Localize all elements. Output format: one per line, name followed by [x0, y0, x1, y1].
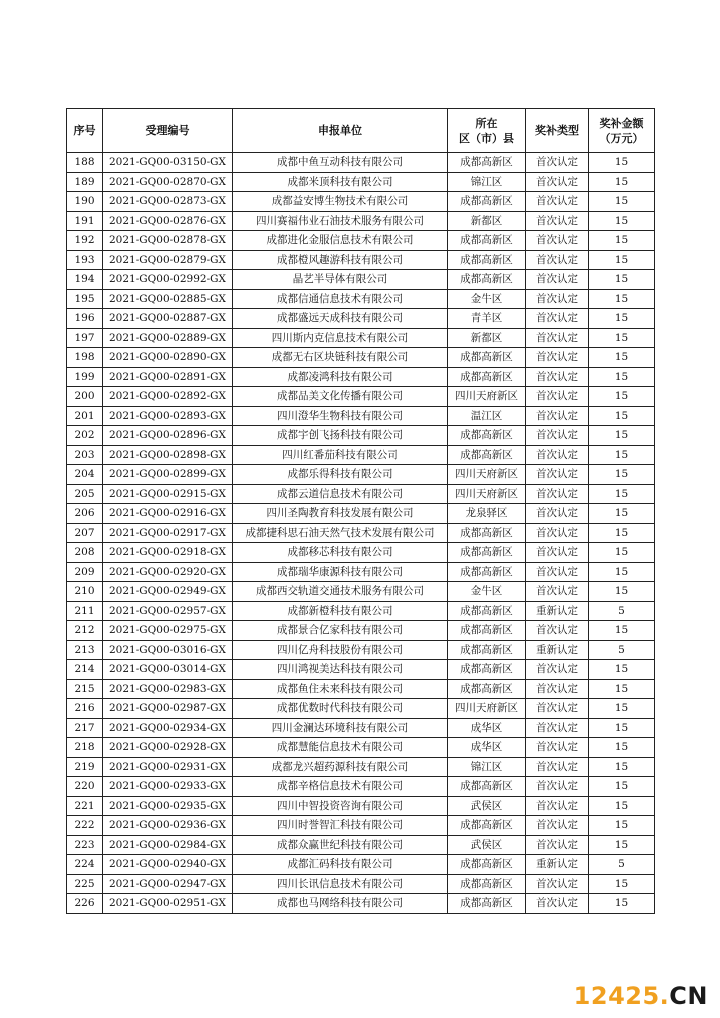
cell-code: 2021-GQ00-02928-GX — [103, 738, 233, 758]
table-row — [67, 328, 655, 348]
cell-county: 四川天府新区 — [448, 699, 526, 719]
cell-type: 首次认定 — [526, 777, 589, 797]
cell-county: 成都高新区 — [448, 816, 526, 836]
table-row — [67, 309, 655, 329]
header-type: 奖补类型 — [526, 109, 589, 153]
table-row — [67, 816, 655, 836]
cell-county: 四川天府新区 — [448, 387, 526, 407]
cell-type: 首次认定 — [526, 211, 589, 231]
cell-unit: 成都优数时代科技有限公司 — [233, 699, 448, 719]
cell-county: 成都高新区 — [448, 348, 526, 368]
cell-county: 成都高新区 — [448, 153, 526, 173]
cell-county: 成都高新区 — [448, 543, 526, 563]
cell-unit: 成都益安博生物技术有限公司 — [233, 192, 448, 212]
table-row — [67, 543, 655, 563]
table-row — [67, 894, 655, 914]
cell-unit: 成都众赢世纪科技有限公司 — [233, 835, 448, 855]
cell-amount: 15 — [589, 426, 655, 446]
cell-code: 2021-GQ00-02933-GX — [103, 777, 233, 797]
cell-code: 2021-GQ00-02891-GX — [103, 367, 233, 387]
cell-unit: 成都西交轨道交通技术服务有限公司 — [233, 582, 448, 602]
cell-unit: 成都信通信息技术有限公司 — [233, 289, 448, 309]
cell-county: 锦江区 — [448, 757, 526, 777]
cell-type: 首次认定 — [526, 504, 589, 524]
cell-code: 2021-GQ00-02936-GX — [103, 816, 233, 836]
cell-unit: 四川红番茄科技有限公司 — [233, 445, 448, 465]
table-row — [67, 874, 655, 894]
cell-unit: 成都中鱼互动科技有限公司 — [233, 153, 448, 173]
cell-amount: 15 — [589, 738, 655, 758]
cell-county: 成都高新区 — [448, 250, 526, 270]
cell-seq: 219 — [67, 757, 103, 777]
cell-type: 重新认定 — [526, 855, 589, 875]
cell-seq: 198 — [67, 348, 103, 368]
cell-code: 2021-GQ00-02984-GX — [103, 835, 233, 855]
cell-seq: 217 — [67, 718, 103, 738]
cell-unit: 成都凌鸿科技有限公司 — [233, 367, 448, 387]
cell-type: 重新认定 — [526, 601, 589, 621]
cell-seq: 201 — [67, 406, 103, 426]
cell-code: 2021-GQ00-02940-GX — [103, 855, 233, 875]
cell-code: 2021-GQ00-02987-GX — [103, 699, 233, 719]
cell-type: 首次认定 — [526, 465, 589, 485]
cell-type: 首次认定 — [526, 660, 589, 680]
table-row — [67, 153, 655, 173]
table-row — [67, 718, 655, 738]
cell-unit: 成都瑞华康源科技有限公司 — [233, 562, 448, 582]
table-row — [67, 679, 655, 699]
cell-type: 首次认定 — [526, 816, 589, 836]
cell-code: 2021-GQ00-02992-GX — [103, 270, 233, 290]
cell-amount: 15 — [589, 250, 655, 270]
cell-code: 2021-GQ00-02876-GX — [103, 211, 233, 231]
cell-seq: 226 — [67, 894, 103, 914]
cell-seq: 202 — [67, 426, 103, 446]
table-row — [67, 582, 655, 602]
cell-code: 2021-GQ00-02951-GX — [103, 894, 233, 914]
cell-type: 重新认定 — [526, 640, 589, 660]
cell-amount: 15 — [589, 699, 655, 719]
cell-seq: 190 — [67, 192, 103, 212]
cell-county: 四川天府新区 — [448, 484, 526, 504]
cell-seq: 189 — [67, 172, 103, 192]
cell-county: 成都高新区 — [448, 621, 526, 641]
cell-seq: 221 — [67, 796, 103, 816]
cell-county: 新都区 — [448, 328, 526, 348]
cell-amount: 15 — [589, 328, 655, 348]
cell-type: 首次认定 — [526, 309, 589, 329]
cell-type: 首次认定 — [526, 387, 589, 407]
cell-amount: 15 — [589, 231, 655, 251]
cell-type: 首次认定 — [526, 738, 589, 758]
cell-type: 首次认定 — [526, 192, 589, 212]
cell-type: 首次认定 — [526, 445, 589, 465]
cell-code: 2021-GQ00-02957-GX — [103, 601, 233, 621]
cell-county: 成都高新区 — [448, 523, 526, 543]
cell-unit: 四川亿舟科技股份有限公司 — [233, 640, 448, 660]
cell-amount: 15 — [589, 894, 655, 914]
cell-amount: 15 — [589, 172, 655, 192]
cell-seq: 206 — [67, 504, 103, 524]
cell-unit: 成都无右区块链科技有限公司 — [233, 348, 448, 368]
cell-county: 武侯区 — [448, 835, 526, 855]
cell-type: 首次认定 — [526, 835, 589, 855]
cell-unit: 成都橙风趣游科技有限公司 — [233, 250, 448, 270]
cell-code: 2021-GQ00-02893-GX — [103, 406, 233, 426]
cell-type: 首次认定 — [526, 874, 589, 894]
cell-type: 首次认定 — [526, 621, 589, 641]
cell-code: 2021-GQ00-02892-GX — [103, 387, 233, 407]
cell-county: 青羊区 — [448, 309, 526, 329]
cell-seq: 197 — [67, 328, 103, 348]
cell-unit: 四川斯内克信息技术有限公司 — [233, 328, 448, 348]
cell-seq: 211 — [67, 601, 103, 621]
cell-unit: 成都新橙科技有限公司 — [233, 601, 448, 621]
table-row — [67, 192, 655, 212]
watermark-dot: . — [659, 982, 670, 1010]
cell-type: 首次认定 — [526, 699, 589, 719]
table-row — [67, 855, 655, 875]
cell-amount: 15 — [589, 192, 655, 212]
cell-seq: 213 — [67, 640, 103, 660]
cell-code: 2021-GQ00-02983-GX — [103, 679, 233, 699]
cell-county: 武侯区 — [448, 796, 526, 816]
cell-code: 2021-GQ00-02915-GX — [103, 484, 233, 504]
cell-county: 成都高新区 — [448, 426, 526, 446]
cell-unit: 成都品美文化传播有限公司 — [233, 387, 448, 407]
cell-code: 2021-GQ00-02918-GX — [103, 543, 233, 563]
table-row — [67, 601, 655, 621]
cell-type: 首次认定 — [526, 348, 589, 368]
cell-code: 2021-GQ00-02934-GX — [103, 718, 233, 738]
cell-seq: 223 — [67, 835, 103, 855]
cell-code: 2021-GQ00-02870-GX — [103, 172, 233, 192]
table-row — [67, 738, 655, 758]
table-header — [67, 109, 655, 153]
cell-type: 首次认定 — [526, 426, 589, 446]
cell-amount: 15 — [589, 270, 655, 290]
table-row — [67, 640, 655, 660]
cell-code: 2021-GQ00-02885-GX — [103, 289, 233, 309]
cell-type: 首次认定 — [526, 523, 589, 543]
cell-unit: 成都云道信息技术有限公司 — [233, 484, 448, 504]
cell-county: 成都高新区 — [448, 192, 526, 212]
watermark-cn: CN — [669, 982, 708, 1010]
cell-unit: 四川鸿视美达科技有限公司 — [233, 660, 448, 680]
table-row — [67, 406, 655, 426]
cell-seq: 207 — [67, 523, 103, 543]
cell-type: 首次认定 — [526, 231, 589, 251]
cell-county: 金牛区 — [448, 289, 526, 309]
cell-unit: 成都宇创飞扬科技有限公司 — [233, 426, 448, 446]
header-code: 受理编号 — [103, 109, 233, 153]
cell-unit: 四川中智投资咨询有限公司 — [233, 796, 448, 816]
cell-code: 2021-GQ00-02916-GX — [103, 504, 233, 524]
cell-unit: 成都移芯科技有限公司 — [233, 543, 448, 563]
cell-county: 成华区 — [448, 738, 526, 758]
cell-code: 2021-GQ00-03014-GX — [103, 660, 233, 680]
cell-county: 新都区 — [448, 211, 526, 231]
cell-amount: 15 — [589, 367, 655, 387]
cell-seq: 195 — [67, 289, 103, 309]
cell-county: 成都高新区 — [448, 894, 526, 914]
cell-amount: 15 — [589, 621, 655, 641]
award-list-table — [66, 108, 655, 914]
table-row — [67, 426, 655, 446]
cell-code: 2021-GQ00-02899-GX — [103, 465, 233, 485]
cell-code: 2021-GQ00-02896-GX — [103, 426, 233, 446]
cell-code: 2021-GQ00-02898-GX — [103, 445, 233, 465]
cell-amount: 15 — [589, 582, 655, 602]
cell-seq: 225 — [67, 874, 103, 894]
cell-code: 2021-GQ00-03016-GX — [103, 640, 233, 660]
cell-county: 成都高新区 — [448, 660, 526, 680]
cell-amount: 15 — [589, 816, 655, 836]
cell-unit: 成都乐得科技有限公司 — [233, 465, 448, 485]
cell-unit: 成都捷科思石油天然气技术发展有限公司 — [233, 523, 448, 543]
cell-type: 首次认定 — [526, 562, 589, 582]
cell-amount: 15 — [589, 777, 655, 797]
cell-seq: 216 — [67, 699, 103, 719]
cell-unit: 成都盛远天成科技有限公司 — [233, 309, 448, 329]
watermark-digits: 12425 — [573, 982, 660, 1010]
table-row — [67, 621, 655, 641]
table-row — [67, 523, 655, 543]
cell-amount: 15 — [589, 796, 655, 816]
cell-code: 2021-GQ00-02920-GX — [103, 562, 233, 582]
cell-county: 成都高新区 — [448, 679, 526, 699]
table-row — [67, 367, 655, 387]
cell-type: 首次认定 — [526, 582, 589, 602]
cell-amount: 15 — [589, 543, 655, 563]
cell-amount: 15 — [589, 387, 655, 407]
cell-amount: 15 — [589, 445, 655, 465]
cell-county: 温江区 — [448, 406, 526, 426]
cell-type: 首次认定 — [526, 270, 589, 290]
cell-code: 2021-GQ00-02931-GX — [103, 757, 233, 777]
cell-county: 龙泉驿区 — [448, 504, 526, 524]
cell-county: 成都高新区 — [448, 874, 526, 894]
cell-seq: 214 — [67, 660, 103, 680]
header-amount-line1: 奖补金额 — [599, 116, 644, 130]
cell-amount: 15 — [589, 679, 655, 699]
cell-unit: 四川澄华生物科技有限公司 — [233, 406, 448, 426]
table-row — [67, 660, 655, 680]
cell-unit: 成都景合亿家科技有限公司 — [233, 621, 448, 641]
cell-code: 2021-GQ00-02949-GX — [103, 582, 233, 602]
cell-type: 首次认定 — [526, 153, 589, 173]
cell-type: 首次认定 — [526, 367, 589, 387]
table-row — [67, 348, 655, 368]
table-row — [67, 777, 655, 797]
cell-seq: 215 — [67, 679, 103, 699]
cell-amount: 15 — [589, 504, 655, 524]
cell-code: 2021-GQ00-02917-GX — [103, 523, 233, 543]
cell-unit: 晶艺半导体有限公司 — [233, 270, 448, 290]
table-row — [67, 270, 655, 290]
cell-seq: 196 — [67, 309, 103, 329]
table-body — [67, 153, 655, 914]
table-row — [67, 289, 655, 309]
cell-unit: 四川长讯信息技术有限公司 — [233, 874, 448, 894]
cell-seq: 204 — [67, 465, 103, 485]
cell-county: 成都高新区 — [448, 640, 526, 660]
cell-amount: 15 — [589, 289, 655, 309]
cell-amount: 15 — [589, 562, 655, 582]
cell-seq: 222 — [67, 816, 103, 836]
cell-county: 金牛区 — [448, 582, 526, 602]
cell-code: 2021-GQ00-02890-GX — [103, 348, 233, 368]
cell-code: 2021-GQ00-02878-GX — [103, 231, 233, 251]
cell-county: 成都高新区 — [448, 231, 526, 251]
site-watermark-logo — [574, 982, 708, 1010]
cell-county: 锦江区 — [448, 172, 526, 192]
cell-seq: 200 — [67, 387, 103, 407]
table-row — [67, 445, 655, 465]
cell-type: 首次认定 — [526, 543, 589, 563]
cell-amount: 5 — [589, 640, 655, 660]
cell-amount: 15 — [589, 835, 655, 855]
cell-amount: 15 — [589, 465, 655, 485]
cell-type: 首次认定 — [526, 328, 589, 348]
cell-seq: 192 — [67, 231, 103, 251]
cell-county: 成都高新区 — [448, 855, 526, 875]
header-county-line1: 所在 — [475, 116, 498, 130]
cell-seq: 191 — [67, 211, 103, 231]
cell-seq: 205 — [67, 484, 103, 504]
cell-type: 首次认定 — [526, 172, 589, 192]
cell-amount: 15 — [589, 660, 655, 680]
header-amount — [589, 109, 655, 153]
cell-code: 2021-GQ00-02975-GX — [103, 621, 233, 641]
cell-unit: 成都也马网络科技有限公司 — [233, 894, 448, 914]
cell-seq: 194 — [67, 270, 103, 290]
cell-county: 成都高新区 — [448, 270, 526, 290]
cell-type: 首次认定 — [526, 289, 589, 309]
table-row — [67, 757, 655, 777]
table-row — [67, 835, 655, 855]
cell-unit: 成都进化金服信息技术有限公司 — [233, 231, 448, 251]
cell-code: 2021-GQ00-02887-GX — [103, 309, 233, 329]
cell-type: 首次认定 — [526, 679, 589, 699]
cell-unit: 成都龙兴超药源科技有限公司 — [233, 757, 448, 777]
cell-unit: 四川金澜达环境科技有限公司 — [233, 718, 448, 738]
cell-county: 成都高新区 — [448, 367, 526, 387]
cell-amount: 5 — [589, 601, 655, 621]
cell-amount: 15 — [589, 484, 655, 504]
cell-amount: 15 — [589, 757, 655, 777]
cell-unit: 四川圣陶教育科技发展有限公司 — [233, 504, 448, 524]
header-amount-line2: （万元） — [599, 131, 644, 145]
cell-county: 成都高新区 — [448, 601, 526, 621]
cell-amount: 15 — [589, 348, 655, 368]
cell-county: 成都高新区 — [448, 445, 526, 465]
cell-code: 2021-GQ00-03150-GX — [103, 153, 233, 173]
cell-code: 2021-GQ00-02889-GX — [103, 328, 233, 348]
cell-unit: 成都鱼住未来科技有限公司 — [233, 679, 448, 699]
cell-amount: 15 — [589, 211, 655, 231]
cell-amount: 15 — [589, 523, 655, 543]
cell-code: 2021-GQ00-02873-GX — [103, 192, 233, 212]
cell-seq: 203 — [67, 445, 103, 465]
cell-type: 首次认定 — [526, 484, 589, 504]
cell-unit: 四川时誉智汇科技有限公司 — [233, 816, 448, 836]
cell-amount: 15 — [589, 406, 655, 426]
table-row — [67, 484, 655, 504]
cell-seq: 224 — [67, 855, 103, 875]
cell-seq: 210 — [67, 582, 103, 602]
cell-amount: 5 — [589, 855, 655, 875]
cell-unit: 成都辛格信息技术有限公司 — [233, 777, 448, 797]
header-row — [67, 109, 655, 153]
table-row — [67, 699, 655, 719]
table-row — [67, 562, 655, 582]
cell-type: 首次认定 — [526, 250, 589, 270]
header-county — [448, 109, 526, 153]
cell-amount: 15 — [589, 718, 655, 738]
cell-county: 成都高新区 — [448, 562, 526, 582]
table-row — [67, 796, 655, 816]
cell-seq: 220 — [67, 777, 103, 797]
cell-seq: 188 — [67, 153, 103, 173]
header-seq: 序号 — [67, 109, 103, 153]
cell-amount: 15 — [589, 874, 655, 894]
table-row — [67, 387, 655, 407]
cell-type: 首次认定 — [526, 757, 589, 777]
table-row — [67, 250, 655, 270]
header-unit: 申报单位 — [233, 109, 448, 153]
cell-unit: 四川赛福伟业石油技术服务有限公司 — [233, 211, 448, 231]
cell-county: 成华区 — [448, 718, 526, 738]
cell-unit: 成都米顶科技有限公司 — [233, 172, 448, 192]
cell-code: 2021-GQ00-02935-GX — [103, 796, 233, 816]
cell-seq: 209 — [67, 562, 103, 582]
cell-county: 成都高新区 — [448, 777, 526, 797]
table-row — [67, 465, 655, 485]
table-row — [67, 172, 655, 192]
cell-type: 首次认定 — [526, 894, 589, 914]
table-row — [67, 231, 655, 251]
cell-type: 首次认定 — [526, 796, 589, 816]
cell-seq: 212 — [67, 621, 103, 641]
header-county-line2: 区（市）县 — [459, 131, 514, 145]
cell-amount: 15 — [589, 309, 655, 329]
cell-amount: 15 — [589, 153, 655, 173]
table-row — [67, 211, 655, 231]
table-row — [67, 504, 655, 524]
cell-code: 2021-GQ00-02879-GX — [103, 250, 233, 270]
cell-type: 首次认定 — [526, 718, 589, 738]
cell-seq: 218 — [67, 738, 103, 758]
cell-unit: 成都慧能信息技术有限公司 — [233, 738, 448, 758]
cell-seq: 199 — [67, 367, 103, 387]
cell-code: 2021-GQ00-02947-GX — [103, 874, 233, 894]
cell-seq: 193 — [67, 250, 103, 270]
cell-unit: 成都汇码科技有限公司 — [233, 855, 448, 875]
cell-seq: 208 — [67, 543, 103, 563]
cell-county: 四川天府新区 — [448, 465, 526, 485]
cell-type: 首次认定 — [526, 406, 589, 426]
